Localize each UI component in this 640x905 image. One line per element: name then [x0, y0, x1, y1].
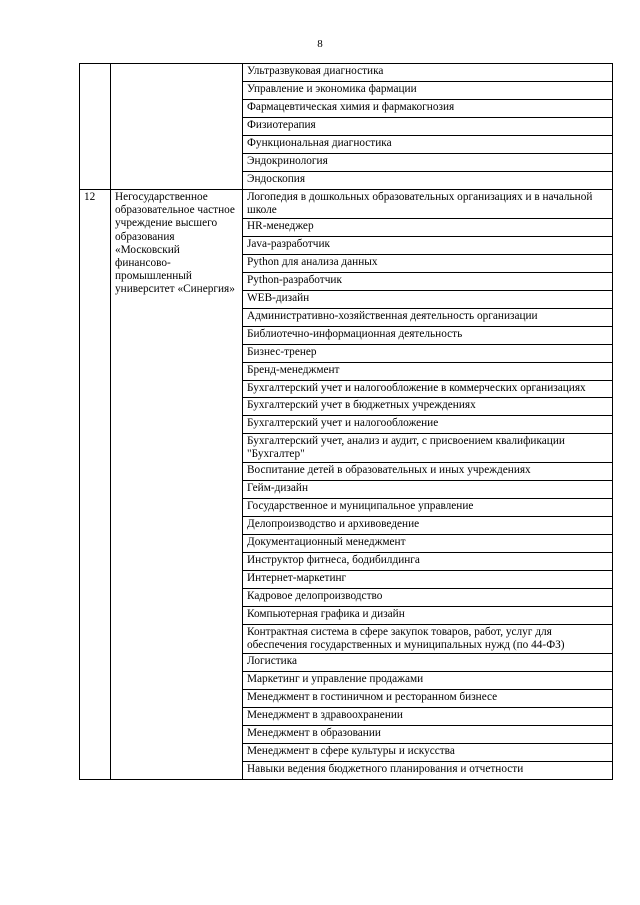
program-cell: Маркетинг и управление продажами	[243, 672, 613, 690]
table-row	[80, 190, 613, 219]
program-cell: Java-разработчик	[243, 237, 613, 255]
table-row	[80, 64, 613, 82]
page-number: 8	[317, 38, 323, 50]
program-cell: Кадровое делопроизводство	[243, 589, 613, 607]
continuation-number-cell	[80, 64, 111, 190]
program-cell: Контрактная система в сфере закупок товаров, работ, услуг для обеспечения государственных и муниципальных нужд (по 44-ФЗ)	[243, 625, 613, 654]
program-cell: Python-разработчик	[243, 273, 613, 291]
program-cell: Эндоскопия	[243, 172, 613, 190]
program-cell: Менеджмент в образовании	[243, 726, 613, 744]
program-cell: Библиотечно-информационная деятельность	[243, 327, 613, 345]
program-cell: Гейм-дизайн	[243, 481, 613, 499]
program-cell: Государственное и муниципальное управление	[243, 499, 613, 517]
program-cell: Физиотерапия	[243, 118, 613, 136]
program-cell: Менеджмент в здравоохранении	[243, 708, 613, 726]
program-cell: Делопроизводство и архивоведение	[243, 517, 613, 535]
program-cell: Управление и экономика фармации	[243, 82, 613, 100]
program-cell: Документационный менеджмент	[243, 535, 613, 553]
program-cell: Бренд-менеджмент	[243, 363, 613, 381]
program-cell: Менеджмент в сфере культуры и искусства	[243, 744, 613, 762]
program-cell: Бухгалтерский учет в бюджетных учреждениях	[243, 397, 613, 415]
entry-organization-cell: Негосударственное образовательное частное учреждение высшего образования «Московский финансово-промышленный университет «Синергия»	[111, 190, 243, 780]
program-cell: Логопедия в дошкольных образовательных организациях и в начальной школе	[243, 190, 613, 219]
program-cell: Эндокринология	[243, 154, 613, 172]
program-cell: Инструктор фитнеса, бодибилдинга	[243, 553, 613, 571]
program-cell: Интернет-маркетинг	[243, 571, 613, 589]
program-cell: Бухгалтерский учет, анализ и аудит, с присвоением квалификации "Бухгалтер"	[243, 433, 613, 462]
program-cell: Навыки ведения бюджетного планирования и отчетности	[243, 762, 613, 780]
program-cell: Бухгалтерский учет и налогообложение в коммерческих организациях	[243, 381, 613, 397]
program-cell: Административно-хозяйственная деятельность организации	[243, 309, 613, 327]
program-cell: Ультразвуковая диагностика	[243, 64, 613, 82]
programs-table	[79, 63, 613, 780]
program-cell: Бухгалтерский учет и налогообложение	[243, 415, 613, 433]
program-cell: Менеджмент в гостиничном и ресторанном бизнесе	[243, 690, 613, 708]
program-cell: Компьютерная графика и дизайн	[243, 607, 613, 625]
program-cell: Python для анализа данных	[243, 255, 613, 273]
program-cell: Логистика	[243, 654, 613, 672]
program-cell: WEB-дизайн	[243, 291, 613, 309]
program-cell: Воспитание детей в образовательных и иных учреждениях	[243, 463, 613, 481]
continuation-organization-cell	[111, 64, 243, 190]
program-cell: Фармацевтическая химия и фармакогнозия	[243, 100, 613, 118]
program-cell: Бизнес-тренер	[243, 345, 613, 363]
entry-number-cell: 12	[80, 190, 111, 780]
program-cell: Функциональная диагностика	[243, 136, 613, 154]
program-cell: HR-менеджер	[243, 219, 613, 237]
